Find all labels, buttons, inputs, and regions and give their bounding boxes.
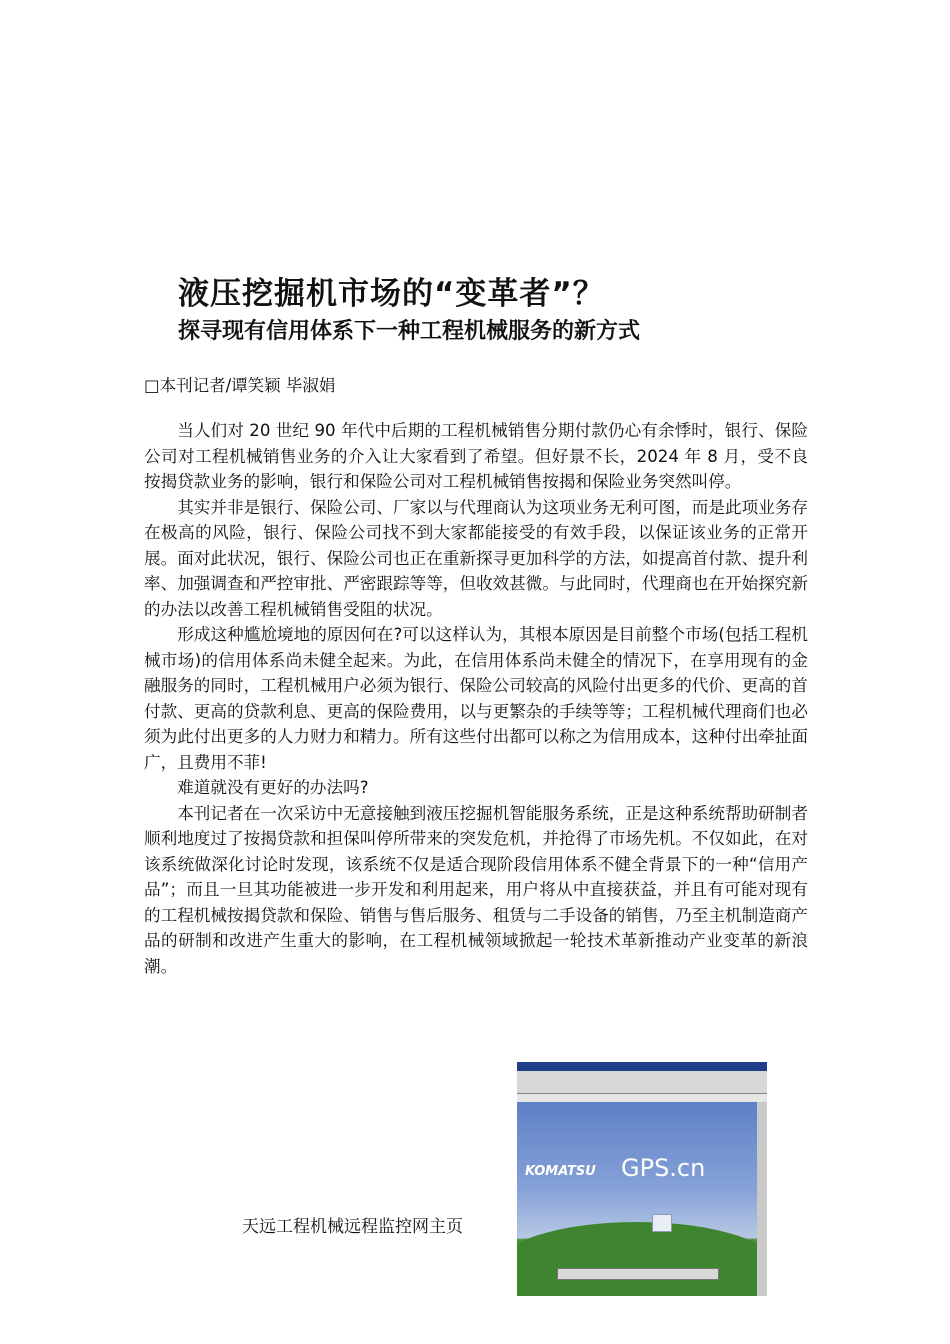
paragraph: 其实并非是银行、保险公司、厂家以与代理商认为这项业务无利可图，而是此项业务存在极高的风险，银行、保险公司找不到大家都能接受的有效手段，以保证该业务的正常开展。面对此状况，银行、保险公司也正在重新探寻更加科学的方法，如提高首付款、提升利率、加强调查和严控审批、严密跟踪等等，但收效甚微。与此同时，代理商也在开始探究新的办法以改善工程机械销售受阻的状况。 xyxy=(144,497,808,619)
website-screenshot-image xyxy=(517,1062,767,1296)
building-illustration xyxy=(652,1214,672,1232)
komatsu-logo: KOMATSU xyxy=(525,1164,596,1179)
article-body xyxy=(144,418,808,979)
login-form-strip xyxy=(557,1268,719,1280)
gps-site-logo: GPS.cn xyxy=(621,1154,706,1182)
landscape-hills xyxy=(517,1222,767,1296)
website-viewport xyxy=(517,1102,757,1296)
article-title: 液压挖掘机市场的“变革者”？ xyxy=(178,276,605,312)
browser-toolbar xyxy=(517,1071,767,1094)
figure-caption: 天远工程机械远程监控网主页 xyxy=(242,1217,463,1237)
paragraph: 形成这种尴尬境地的原因何在?可以这样认为，其根本原因是目前整个市场(包括工程机械市场)的信用体系尚未健全起来。为此，在信用体系尚未健全的情况下，在享用现有的金融服务的同时，工程机械用户必须为银行、保险公司较高的风险付出更多的代价、更高的首付款、更高的贷款利息、更高的保险费用，以与更繁杂的手续等等；工程机械代理商们也必须为此付出更多的人力财力和精力。所有这些付出都可以称之为信用成本，这种付出牵扯面广，且费用不菲! xyxy=(144,625,808,772)
browser-scrollbar xyxy=(757,1102,767,1296)
browser-titlebar xyxy=(517,1062,767,1071)
paragraph: 难道就没有更好的办法吗? xyxy=(177,778,369,797)
paragraph: 本刊记者在一次采访中无意接触到液压挖掘机智能服务系统，正是这种系统帮助研制者顺利地度过了按揭贷款和担保叫停所带来的突发危机，并抢得了市场先机。不仅如此，在对该系统做深化讨论时发现，该系统不仅是适合现阶段信用体系不健全背景下的一种“信用产品”；而且一旦其功能被进一步开发和利用起来，用户将从中直接获益，并且有可能对现有的工程机械按揭贷款和保险、销售与售后服务、租赁与二手设备的销售，乃至主机制造商产品的研制和改进产生重大的影响，在工程机械领域掀起一轮技术革新推动产业变革的新浪潮。 xyxy=(144,803,808,976)
article-subtitle: 探寻现有信用体系下一种工程机械服务的新方式 xyxy=(178,319,641,344)
paragraph: 当人们对 20 世纪 90 年代中后期的工程机械销售分期付款仍心有余悸时，银行、保险公司对工程机械销售业务的介入让大家看到了希望。但好景不长，2024 年 8 月，受不良按揭贷款业务的影响，银行和保险公司对工程机械销售按揭和保险业务突然叫停。 xyxy=(144,421,808,491)
byline: □本刊记者/谭笑颖 毕淑娟 xyxy=(144,376,336,395)
